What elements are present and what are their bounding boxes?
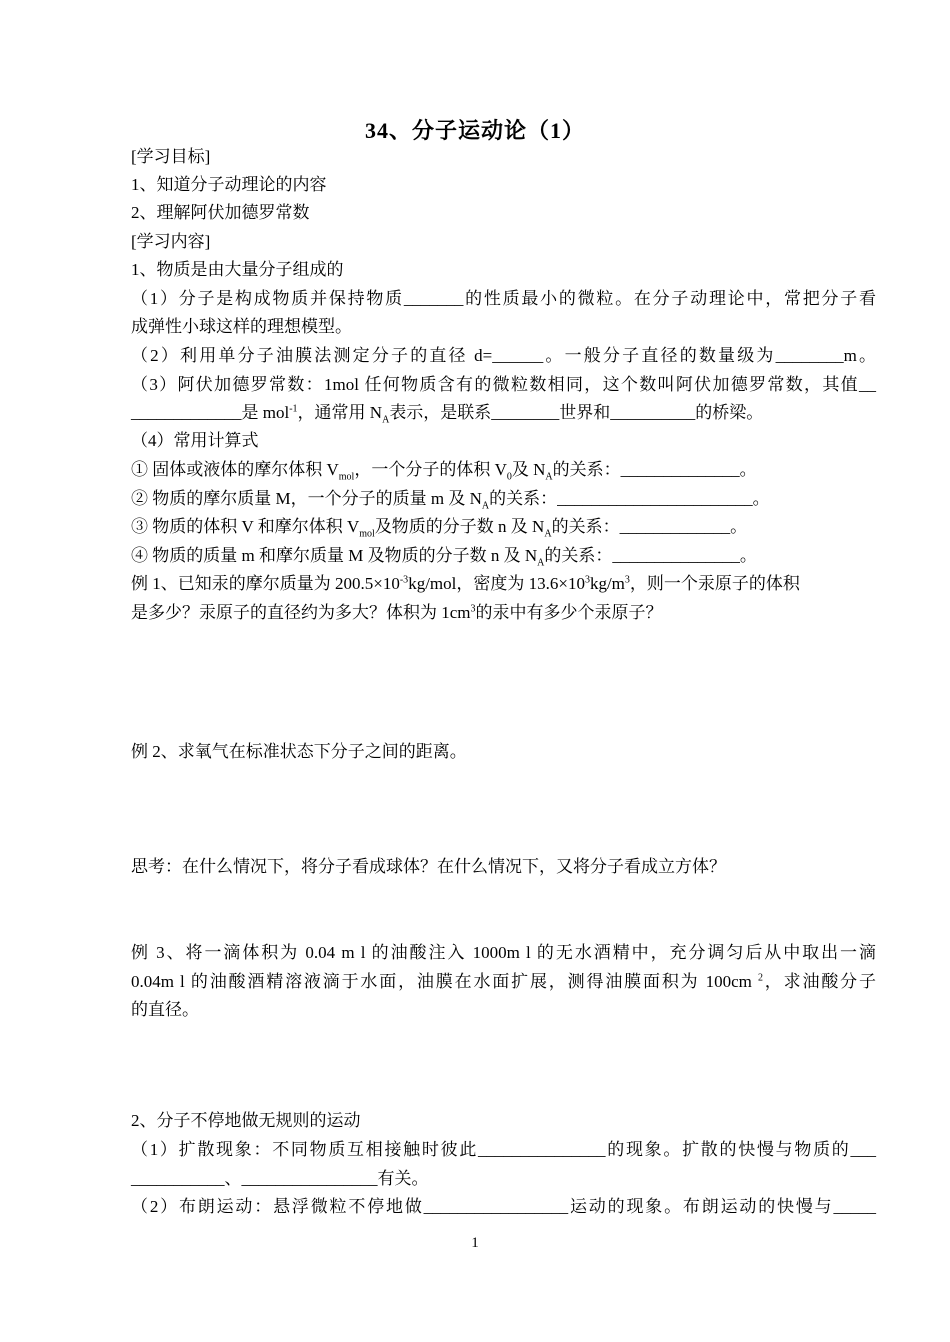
formula-heading: （4）常用计算式 [131, 431, 259, 450]
example-3-line [131, 971, 876, 993]
paragraph-line: 成弹性小球这样的理想模型。 [131, 317, 352, 336]
superscript: -3 [399, 574, 409, 586]
superscript: -1 [289, 403, 298, 415]
topic-2-heading: 2、分子不停地做无规则的运动 [131, 1111, 361, 1130]
text-run: 的汞中有多少个汞原子？ [475, 603, 663, 622]
paragraph-line: （1）扩散现象：不同物质互相接触时彼此_______________的现象。扩散的快慢与物质的___ [131, 1140, 876, 1159]
subscript: A [544, 528, 552, 540]
section-heading-objectives: [学习目标] [131, 147, 211, 166]
example-1-line [131, 602, 876, 624]
text-run: ③ 物质的体积 V 和摩尔体积 V [131, 517, 360, 536]
text-run: ④ 物质的质量 m 和摩尔质量 M 及物质的分子数 n 及 N [131, 546, 538, 565]
text-run: 的关系：_______________________。 [489, 489, 770, 508]
superscript: 2 [757, 972, 763, 984]
example-2-line: 例 2、求氧气在标准状态下分子之间的距离。 [131, 742, 467, 761]
topic-1-heading: 1、物质是由大量分子组成的 [131, 260, 344, 279]
formula-item-4 [131, 545, 876, 567]
subscript: mol [338, 471, 355, 483]
text-run: kg/m [589, 574, 625, 593]
paragraph-line: （2）利用单分子油膜法测定分子的直径 d=______。一般分子直径的数量级为________m。 [131, 346, 876, 365]
text-run: 的关系：_______________。 [544, 546, 757, 565]
paragraph-line: （2）布朗运动：悬浮微粒不停地做_________________运动的现象。布朗运动的快慢与_____ [131, 1197, 876, 1216]
subscript: mol [359, 528, 375, 540]
paragraph-line: （1）分子是构成物质并保持物质_______的性质最小的微粒。在分子动理论中，常把分子看 [131, 289, 876, 308]
think-question: 思考：在什么情况下，将分子看成球体？在什么情况下，又将分子看成立方体？ [131, 857, 726, 876]
example-3-line: 的直径。 [131, 1000, 199, 1019]
text-run: ① 固体或液体的摩尔体积 V [131, 460, 339, 479]
formula-item-2 [131, 488, 876, 510]
example-3-line: 例 3、将一滴体积为 0.04 m l 的油酸注入 1000m l 的无水酒精中，充分调匀后从中取出一滴 [131, 943, 876, 962]
objective-item-1: 1、知道分子动理论的内容 [131, 175, 327, 194]
formula-item-3 [131, 516, 876, 538]
superscript: 3 [624, 574, 630, 586]
text-run: _____________是 mol [131, 403, 290, 422]
paragraph-line [131, 402, 876, 424]
superscript: 3 [584, 574, 590, 586]
text-run: kg/mol，密度为 13.6×10 [408, 574, 585, 593]
text-run: 0.04m l 的油酸酒精溶液滴于水面，油膜在水面扩展，测得油膜面积为 100cm [131, 972, 758, 991]
subscript: A [537, 557, 545, 569]
text-run: 的关系：______________。 [552, 460, 757, 479]
subscript: A [481, 500, 490, 512]
text-run: ，一个分子的体积 V [354, 460, 507, 479]
text-run: ，则一个汞原子的体积 [629, 574, 800, 593]
example-1-line [131, 573, 876, 595]
subscript: 0 [506, 471, 512, 483]
paragraph-line: ___________、________________有关。 [131, 1169, 429, 1188]
text-run: 是多少？汞原子的直径约为多大？体积为 1cm [131, 603, 471, 622]
page-number: 1 [471, 1235, 479, 1251]
text-run: 及物质的分子数 n 及 N [374, 517, 545, 536]
formula-item-1 [131, 459, 876, 481]
text-run: ② 物质的摩尔质量 M，一个分子的质量 m 及 N [131, 489, 482, 508]
subscript: A [382, 414, 390, 426]
paragraph-line: （3）阿伏加德罗常数：1mol 任何物质含有的微粒数相同，这个数叫阿伏加德罗常数，其值__ [131, 375, 876, 394]
objective-item-2: 2、理解阿伏加德罗常数 [131, 203, 310, 222]
page-title: 34、分子运动论（1） [364, 118, 585, 143]
superscript: 3 [470, 603, 476, 615]
text-run: 例 1、已知汞的摩尔质量为 200.5×10 [131, 574, 400, 593]
text-run: 表示，是联系________世界和__________的桥梁。 [389, 403, 764, 422]
text-run: 及 N [511, 460, 546, 479]
text-run: ，求油酸分子 [762, 972, 877, 991]
text-run: ，通常用 N [297, 403, 383, 422]
text-run: 的关系：_____________。 [551, 517, 748, 536]
section-heading-content: [学习内容] [131, 232, 211, 251]
subscript: A [545, 471, 553, 483]
